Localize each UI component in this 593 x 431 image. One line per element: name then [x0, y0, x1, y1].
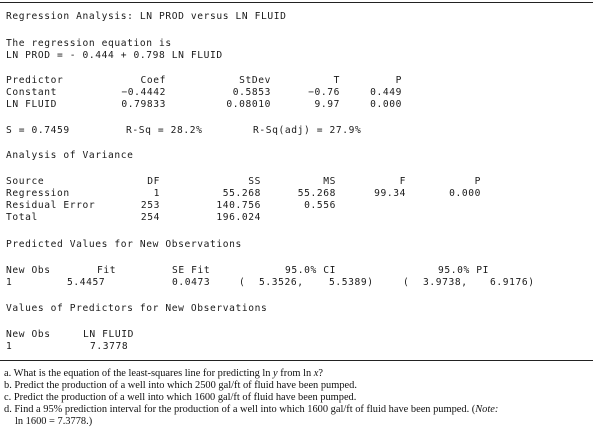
ci-upper: 5.5389)	[329, 277, 374, 288]
rsq-stat: R-Sq = 28.2%	[126, 125, 203, 136]
anova-row	[6, 188, 481, 200]
df-value: 1	[153, 188, 160, 199]
se-fit-value: 0.0473	[172, 277, 211, 288]
coef-row	[6, 87, 402, 99]
question-label: a.	[4, 368, 12, 379]
predictors-header-row	[6, 329, 135, 341]
ss-value: 140.756	[216, 200, 261, 211]
question-text: Predict the production of a well into which 1600 gal/ft of fluid have been pumped.	[13, 392, 357, 403]
question-text: What is the equation of the least-squares line for predicting ln	[13, 368, 274, 379]
question-c	[4, 392, 589, 404]
fit-stats-row	[6, 125, 362, 137]
f-value: 99.34	[374, 188, 406, 199]
col-coef: Coef	[140, 75, 166, 86]
coef-header-row	[6, 75, 402, 87]
ms-value: 55.268	[297, 188, 336, 199]
predicted-row	[6, 277, 535, 289]
source-name: Total	[6, 212, 38, 223]
coef-row	[6, 99, 402, 111]
question-text: Find a 95% prediction interval for the production of a well into which 1600 gal/ft of fluid have been pumped. (	[14, 404, 476, 415]
col-f: F	[399, 176, 406, 187]
predictor-name: Constant	[6, 87, 58, 98]
predictors-title: Values of Predictors for New Observations	[6, 303, 268, 314]
pi-open-paren: (	[403, 277, 410, 288]
question-b	[4, 380, 589, 392]
source-name: Residual Error	[6, 200, 96, 211]
s-stat: S = 0.7459	[6, 125, 70, 136]
ss-value: 196.024	[216, 212, 261, 223]
regression-equation: LN PROD = - 0.444 + 0.798 LN FLUID	[6, 50, 223, 61]
col-df: DF	[147, 176, 160, 187]
variable-x: x	[313, 368, 319, 379]
question-a	[4, 368, 589, 380]
col-ci: 95.0% CI	[285, 265, 337, 276]
question-d	[4, 404, 589, 416]
predicted-title: Predicted Values for New Observations	[6, 239, 242, 250]
equation-heading: The regression equation is	[6, 38, 172, 49]
stdev-value: 0.5853	[232, 87, 271, 98]
stdev-value: 0.08010	[226, 99, 271, 110]
col-p: P	[474, 176, 481, 187]
anova-header-row	[6, 176, 481, 188]
t-value: −0.76	[308, 87, 340, 98]
p-value: 0.449	[370, 87, 402, 98]
col-se-fit: SE Fit	[172, 265, 211, 276]
col-ss: SS	[248, 176, 261, 187]
df-value: 253	[140, 200, 160, 211]
col-fit: Fit	[97, 265, 117, 276]
p-value: 0.000	[449, 188, 481, 199]
predicted-header-row	[6, 265, 490, 277]
col-ln-fluid: LN FLUID	[83, 329, 135, 340]
question-text: from ln	[277, 368, 314, 379]
question-label: b.	[4, 380, 12, 391]
ci-open-paren: (	[239, 277, 246, 288]
pi-upper: 6.9176)	[490, 277, 535, 288]
ss-value: 55.268	[222, 188, 261, 199]
ci-lower: 5.3526,	[259, 277, 304, 288]
question-label: c.	[4, 392, 12, 403]
col-ms: MS	[323, 176, 336, 187]
col-stdev: StDev	[239, 75, 271, 86]
question-d-continued: ln 1600 = 7.3778.)	[15, 416, 93, 427]
anova-row	[6, 200, 336, 212]
ln-fluid-value: 7.3778	[90, 341, 129, 352]
new-obs-value: 1	[6, 341, 13, 352]
rsq-adj-stat: R-Sq(adj) = 27.9%	[253, 125, 362, 136]
ms-value: 0.556	[304, 200, 336, 211]
anova-title: Analysis of Variance	[6, 150, 134, 161]
col-t: T	[333, 75, 340, 86]
predictors-row	[6, 341, 129, 353]
variable-y: y	[273, 368, 278, 379]
col-new-obs: New Obs	[6, 329, 51, 340]
df-value: 254	[140, 212, 160, 223]
new-obs-value: 1	[6, 277, 13, 288]
bottom-rule	[0, 360, 593, 361]
pi-lower: 3.9738,	[423, 277, 468, 288]
output-title: Regression Analysis: LN PROD versus LN FLUID	[6, 11, 287, 22]
question-text: Predict the production of a well into which 2500 gal/ft of fluid have been pumped.	[14, 380, 357, 391]
coef-value: −0.4442	[121, 87, 166, 98]
source-name: Regression	[6, 188, 70, 199]
question-label: d.	[4, 404, 12, 415]
anova-row	[6, 212, 261, 224]
col-new-obs: New Obs	[6, 265, 51, 276]
coef-value: 0.79833	[121, 99, 166, 110]
t-value: 9.97	[314, 99, 340, 110]
col-predictor: Predictor	[6, 75, 64, 86]
col-pi: 95.0% PI	[438, 265, 490, 276]
predictor-name: LN FLUID	[6, 99, 58, 110]
col-source: Source	[6, 176, 45, 187]
fit-value: 5.4457	[67, 277, 106, 288]
p-value: 0.000	[370, 99, 402, 110]
note-label: Note:	[475, 404, 499, 415]
top-rule	[0, 2, 593, 3]
question-text: ?	[318, 368, 323, 379]
col-p: P	[395, 75, 402, 86]
